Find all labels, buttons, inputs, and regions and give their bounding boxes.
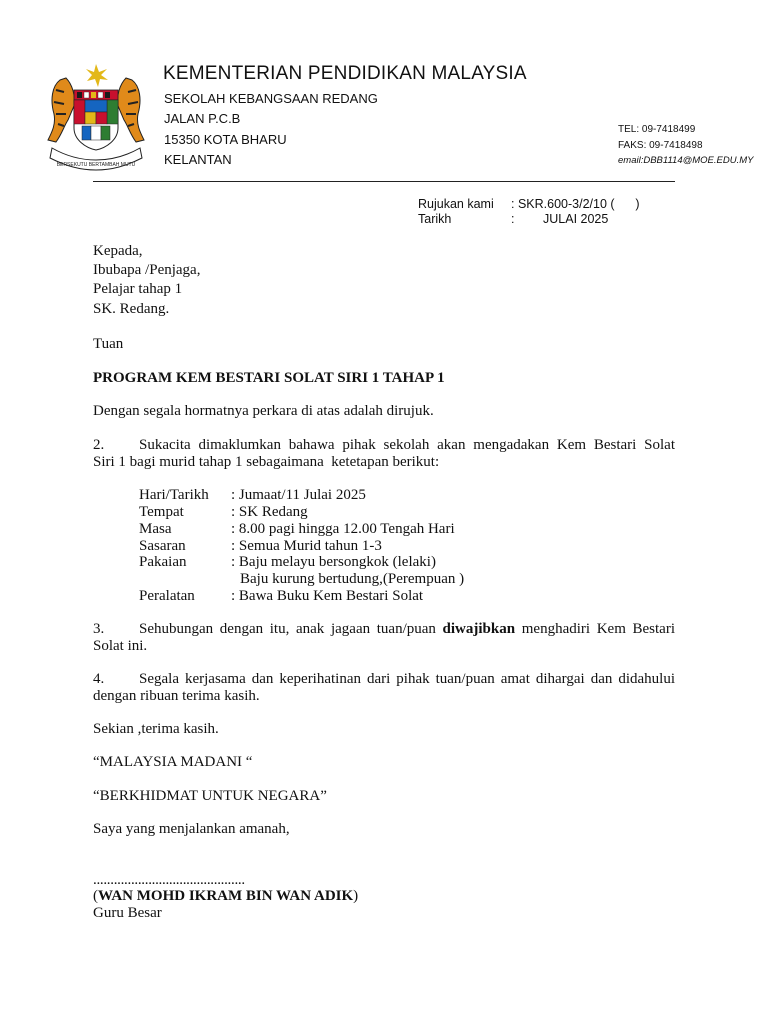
paragraph-2-line-2: Siri 1 bagi murid tahap 1 sebagaimana ketetapan berikut: — [93, 454, 440, 470]
slogan-malaysia-madani: “MALAYSIA MADANI “ — [93, 754, 253, 770]
fax-number: FAKS: 09-7418498 — [618, 140, 703, 151]
closing-remark: Sekian ,terima kasih. — [93, 721, 219, 737]
slogan-berkhidmat: “BERKHIDMAT UNTUK NEGARA” — [93, 788, 327, 804]
paragraph-3-text: Sehubungan dengan itu, anak jagaan tuan/puan — [139, 621, 443, 637]
paragraph-3-emphasis: diwajibkan — [442, 621, 516, 637]
signatory-name-block — [93, 888, 358, 905]
signatory-open-paren: ( — [93, 888, 98, 904]
recipient-line: Pelajar tahap 1 — [93, 281, 183, 297]
malaysia-coat-of-arms-logo — [46, 62, 146, 174]
detail-value: : Baju melayu bersongkok (lelaki) — [231, 554, 436, 570]
paragraph-3-line-1 — [139, 621, 675, 638]
paragraph-1: Dengan segala hormatnya perkara di atas adalah dirujuk. — [93, 403, 434, 419]
detail-value: : SK Redang — [231, 504, 308, 520]
signature-line: ............................................ — [93, 872, 245, 888]
detail-label: Tempat — [139, 504, 184, 520]
detail-value: : Semua Murid tahun 1-3 — [231, 538, 382, 554]
recipient-line: Kepada, — [93, 243, 143, 259]
reference-value: : SKR.600-3/2/10 ( ) — [511, 197, 640, 211]
crest-motto-text: BERSEKUTU BERTAMBAH MUTU — [56, 162, 136, 168]
letterhead-divider — [93, 181, 675, 182]
detail-label: Masa — [139, 521, 172, 537]
address-line-1: JALAN P.C.B — [164, 111, 241, 126]
detail-value: : Bawa Buku Kem Bestari Solat — [231, 588, 424, 604]
letter-subject: PROGRAM KEM BESTARI SOLAT SIRI 1 TAHAP 1 — [93, 370, 445, 386]
paragraph-3-line-2: Solat ini. — [93, 638, 148, 654]
school-name: SEKOLAH KEBANGSAAN REDANG — [164, 91, 378, 106]
paragraph-4-line-2: dengan ribuan terima kasih. — [93, 688, 260, 704]
recipient-line: Ibubapa /Penjaga, — [93, 262, 201, 278]
date-label: Tarikh — [418, 212, 452, 226]
paragraph-4-number: 4. — [93, 671, 105, 687]
date-colon: : — [511, 212, 515, 226]
signoff-line: Saya yang menjalankan amanah, — [93, 821, 290, 837]
address-state: KELANTAN — [164, 152, 232, 167]
date-value: JULAI 2025 — [543, 212, 609, 226]
recipient-line: SK. Redang. — [93, 301, 170, 317]
telephone-number: TEL: 09-7418499 — [618, 124, 696, 135]
detail-label: Sasaran — [139, 538, 186, 554]
paragraph-4-line-1: Segala kerjasama dan keperihatinan dari pihak tuan/puan amat dihargai dan didahului — [139, 671, 675, 687]
salutation: Tuan — [93, 336, 124, 352]
signatory-name: WAN MOHD IKRAM BIN WAN ADIK — [98, 888, 354, 904]
email-address: email:DBB1114@MOE.EDU.MY — [618, 155, 754, 166]
detail-value: : 8.00 pagi hingga 12.00 Tengah Hari — [231, 521, 455, 537]
detail-value: Baju kurung bertudung,(Perempuan ) — [240, 571, 465, 587]
address-line-2: 15350 KOTA BHARU — [164, 132, 287, 147]
ministry-name: KEMENTERIAN PENDIDIKAN MALAYSIA — [163, 63, 527, 84]
paragraph-2-line-1: Sukacita dimaklumkan bahawa pihak sekolah akan mengadakan Kem Bestari Solat — [139, 437, 675, 453]
detail-value: : Jumaat/11 Julai 2025 — [231, 487, 366, 503]
detail-label: Peralatan — [139, 588, 195, 604]
detail-label: Pakaian — [139, 554, 187, 570]
paragraph-3-text-end: menghadiri Kem Bestari — [515, 621, 675, 637]
reference-label: Rujukan kami — [418, 197, 494, 211]
paragraph-3-number: 3. — [93, 621, 105, 637]
signatory-close-paren: ) — [353, 888, 359, 904]
signatory-title: Guru Besar — [93, 905, 162, 921]
paragraph-2-number: 2. — [93, 437, 105, 453]
detail-label: Hari/Tarikh — [139, 487, 209, 503]
